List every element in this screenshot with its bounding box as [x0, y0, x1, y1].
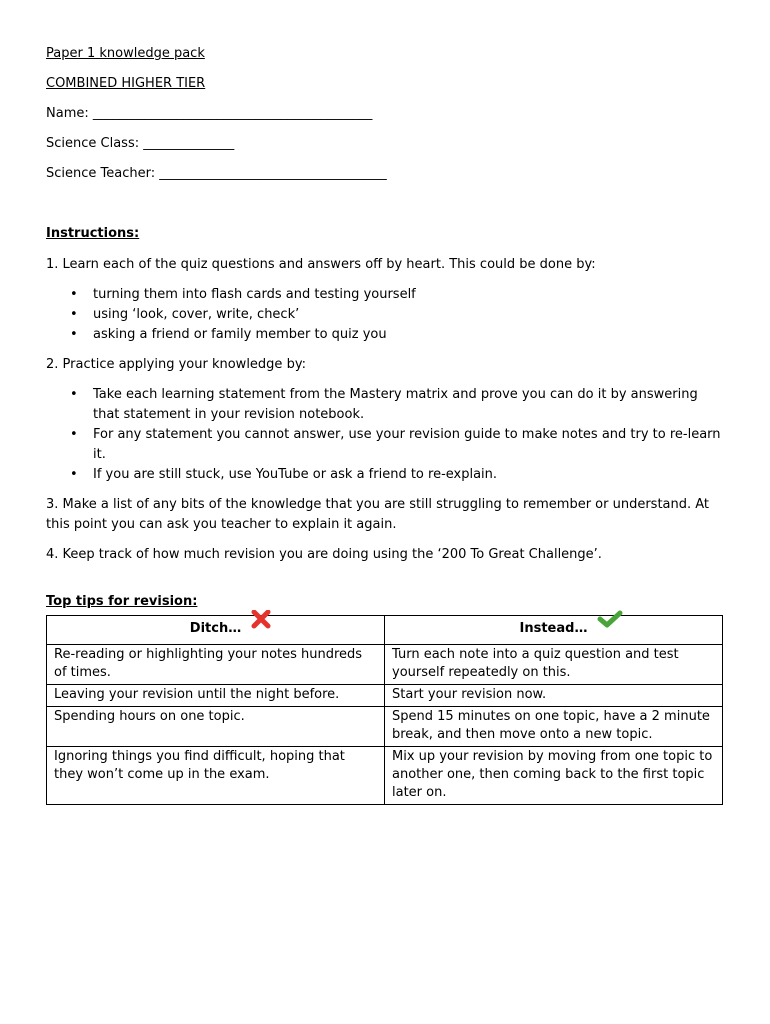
- science-class-field[interactable]: Science Class: ______________: [46, 136, 235, 151]
- instructions-heading: Instructions:: [46, 226, 140, 241]
- list-item: • For any statement you cannot answer, use your revision guide to make notes and try to re-learn it.: [93, 425, 722, 465]
- ditch-cell: Leaving your revision until the night before.: [47, 685, 385, 707]
- tier-label: COMBINED HIGHER TIER: [46, 76, 206, 91]
- name-field[interactable]: Name: ___________________________________________: [46, 106, 373, 121]
- instruction-step-2: 2. Practice applying your knowledge by:: [46, 357, 306, 372]
- ditch-cell: Re-reading or highlighting your notes hundreds of times.: [47, 645, 385, 685]
- list-item: • asking a friend or family member to quiz you: [93, 325, 722, 345]
- instead-cell: Mix up your revision by moving from one topic to another one, then coming back to the first topic later on.: [385, 747, 723, 805]
- table-row: [47, 685, 723, 707]
- instead-column-header: [385, 616, 723, 645]
- instruction-step-4: 4. Keep track of how much revision you are doing using the ‘200 To Great Challenge’.: [46, 547, 602, 562]
- list-item: • using ‘look, cover, write, check’: [93, 305, 722, 325]
- science-teacher-field[interactable]: Science Teacher: ___________________________________: [46, 166, 387, 181]
- step-2-list: [46, 385, 722, 485]
- table-header-row: [47, 616, 723, 645]
- checkmark-icon: [597, 610, 623, 634]
- instead-cell: Start your revision now.: [385, 685, 723, 707]
- document-title: Paper 1 knowledge pack: [46, 46, 205, 61]
- tips-heading: Top tips for revision:: [46, 594, 198, 609]
- step-1-list: [46, 285, 722, 345]
- ditch-cell: Spending hours on one topic.: [47, 707, 385, 747]
- table-row: [47, 645, 723, 685]
- list-item: • Take each learning statement from the Mastery matrix and prove you can do it by answering that statement in your revision notebook.: [93, 385, 722, 425]
- list-item: • If you are still stuck, use YouTube or ask a friend to re-explain.: [93, 465, 722, 485]
- instead-cell: Spend 15 minutes on one topic, have a 2 minute break, and then move onto a new topic.: [385, 707, 723, 747]
- instruction-step-3: 3. Make a list of any bits of the knowledge that you are still struggling to remember or understand. At this point you can ask you teacher to explain it again.: [46, 497, 710, 532]
- instead-label: Instead…: [519, 621, 588, 636]
- ditch-column-header: [47, 616, 385, 645]
- revision-tips-table: [46, 615, 723, 805]
- table-row: [47, 747, 723, 805]
- instead-cell: Turn each note into a quiz question and test yourself repeatedly on this.: [385, 645, 723, 685]
- ditch-cell: Ignoring things you find difficult, hoping that they won’t come up in the exam.: [47, 747, 385, 805]
- list-item: • turning them into flash cards and testing yourself: [93, 285, 722, 305]
- cross-icon: [251, 610, 271, 635]
- table-row: [47, 707, 723, 747]
- ditch-label: Ditch…: [189, 621, 242, 636]
- instruction-step-1: 1. Learn each of the quiz questions and answers off by heart. This could be done by:: [46, 257, 596, 272]
